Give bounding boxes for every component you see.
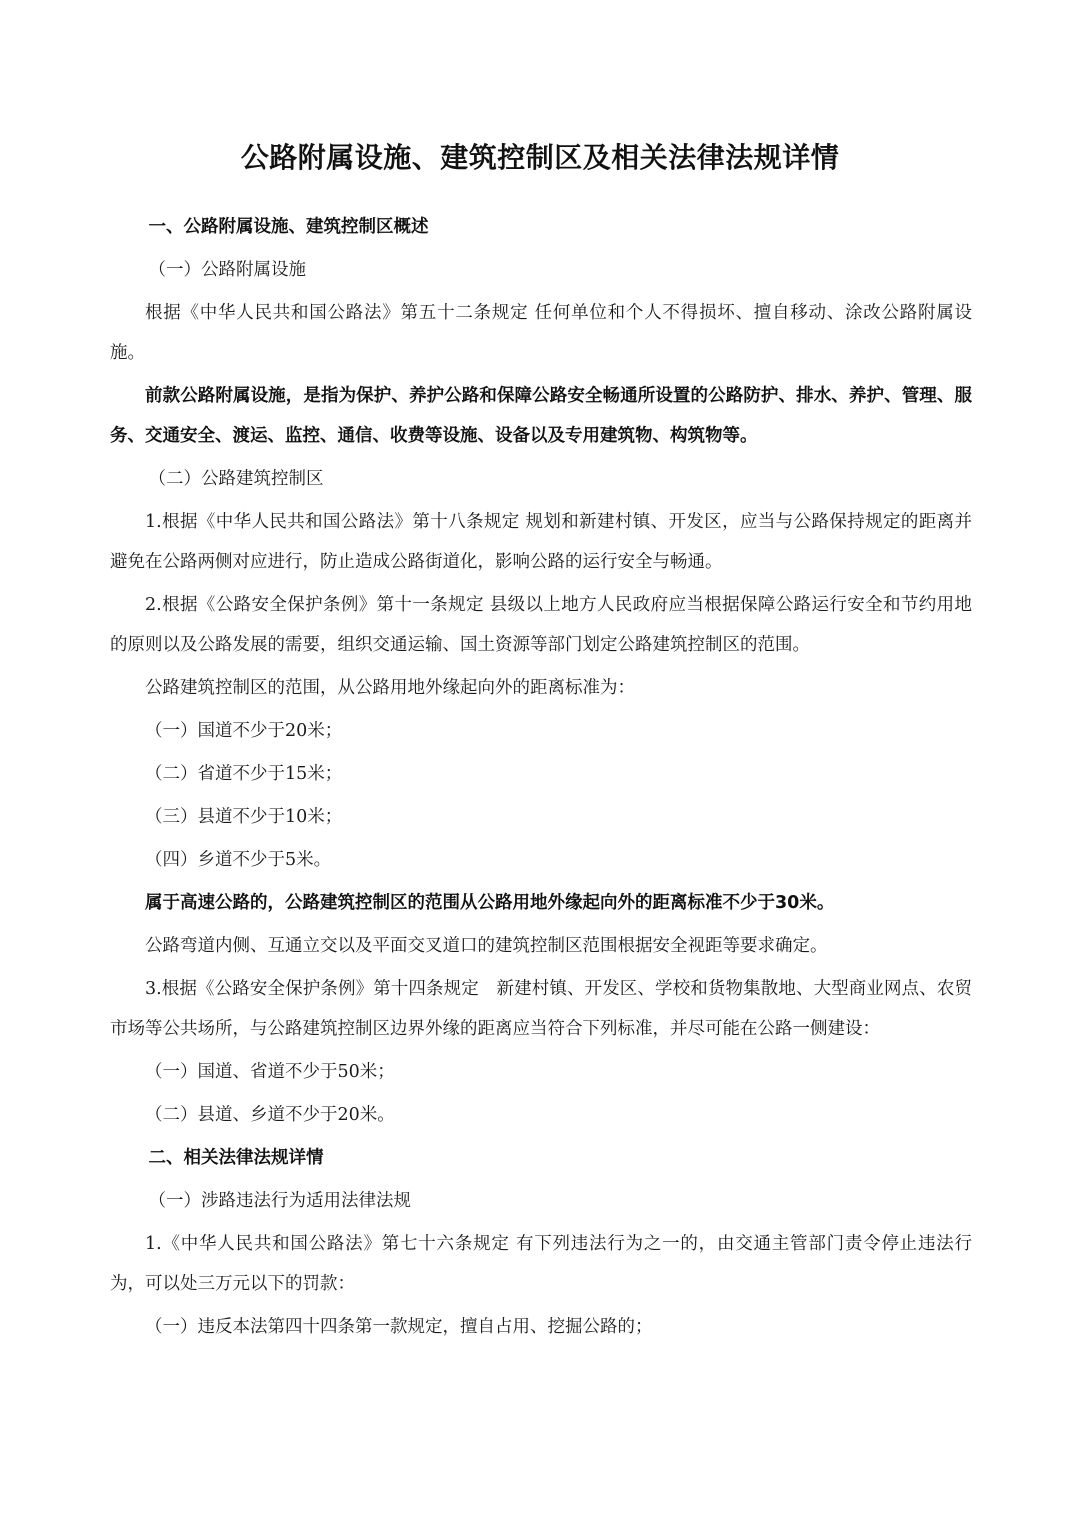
paragraph: 1.《中华人民共和国公路法》第七十六条规定 有下列违法行为之一的，由交通主管部门责令停止违法行为，可以处三万元以下的罚款：: [110, 1234, 972, 1294]
list-item: （一）国道、省道不少于50米；: [145, 1062, 395, 1082]
list-item: （三）县道不少于10米；: [145, 807, 343, 827]
list-item: （二）县道、乡道不少于20米。: [145, 1105, 395, 1125]
subsection-heading: （二）公路建筑控制区: [148, 469, 324, 489]
list-item: （一）国道不少于20米；: [145, 721, 343, 741]
paragraph: 3.根据《公路安全保护条例》第十四条规定 新建村镇、开发区、学校和货物集散地、大型商业网点、农贸市场等公共场所，与公路建筑控制区边界外缘的距离应当符合下列标准，并尽可能在公路一侧建设：: [110, 979, 972, 1039]
section-heading-1: 一、公路附属设施、建筑控制区概述: [148, 217, 429, 237]
paragraph: 2.根据《公路安全保护条例》第十一条规定 县级以上地方人民政府应当根据保障公路运行安全和节约用地的原则以及公路发展的需要，组织交通运输、国土资源等部门划定公路建筑控制区的范围。: [110, 595, 972, 655]
bold-paragraph: 前款公路附属设施，是指为保护、养护公路和保障公路安全畅通所设置的公路防护、排水、养护、管理、服务、交通安全、渡运、监控、通信、收费等设施、设备以及专用建筑物、构筑物等。: [110, 386, 972, 446]
paragraph: 1.根据《中华人民共和国公路法》第十八条规定 规划和新建村镇、开发区，应当与公路保持规定的距离并避免在公路两侧对应进行，防止造成公路街道化，影响公路的运行安全与畅通。: [110, 512, 972, 572]
subsection-heading: （一）公路附属设施: [148, 260, 306, 280]
list-item: （四）乡道不少于5米。: [145, 850, 332, 870]
document-body: [110, 207, 972, 1347]
paragraph: 公路弯道内侧、互通立交以及平面交叉道口的建筑控制区范围根据安全视距等要求确定。: [145, 936, 828, 956]
list-item: （二）省道不少于15米；: [145, 764, 343, 784]
bold-paragraph: 属于高速公路的，公路建筑控制区的范围从公路用地外缘起向外的距离标准不少于30米。: [145, 893, 835, 913]
list-item: （一）违反本法第四十四条第一款规定，擅自占用、挖掘公路的；: [145, 1317, 653, 1337]
page-title: 公路附属设施、建筑控制区及相关法律法规详情: [240, 141, 840, 174]
paragraph: 根据《中华人民共和国公路法》第五十二条规定 任何单位和个人不得损坏、擅自移动、涂改公路附属设施。: [110, 303, 972, 363]
subsection-heading: （一）涉路违法行为适用法律法规: [148, 1191, 411, 1211]
section-heading-2: 二、相关法律法规详情: [148, 1148, 324, 1168]
paragraph: 公路建筑控制区的范围，从公路用地外缘起向外的距离标准为：: [145, 678, 635, 698]
